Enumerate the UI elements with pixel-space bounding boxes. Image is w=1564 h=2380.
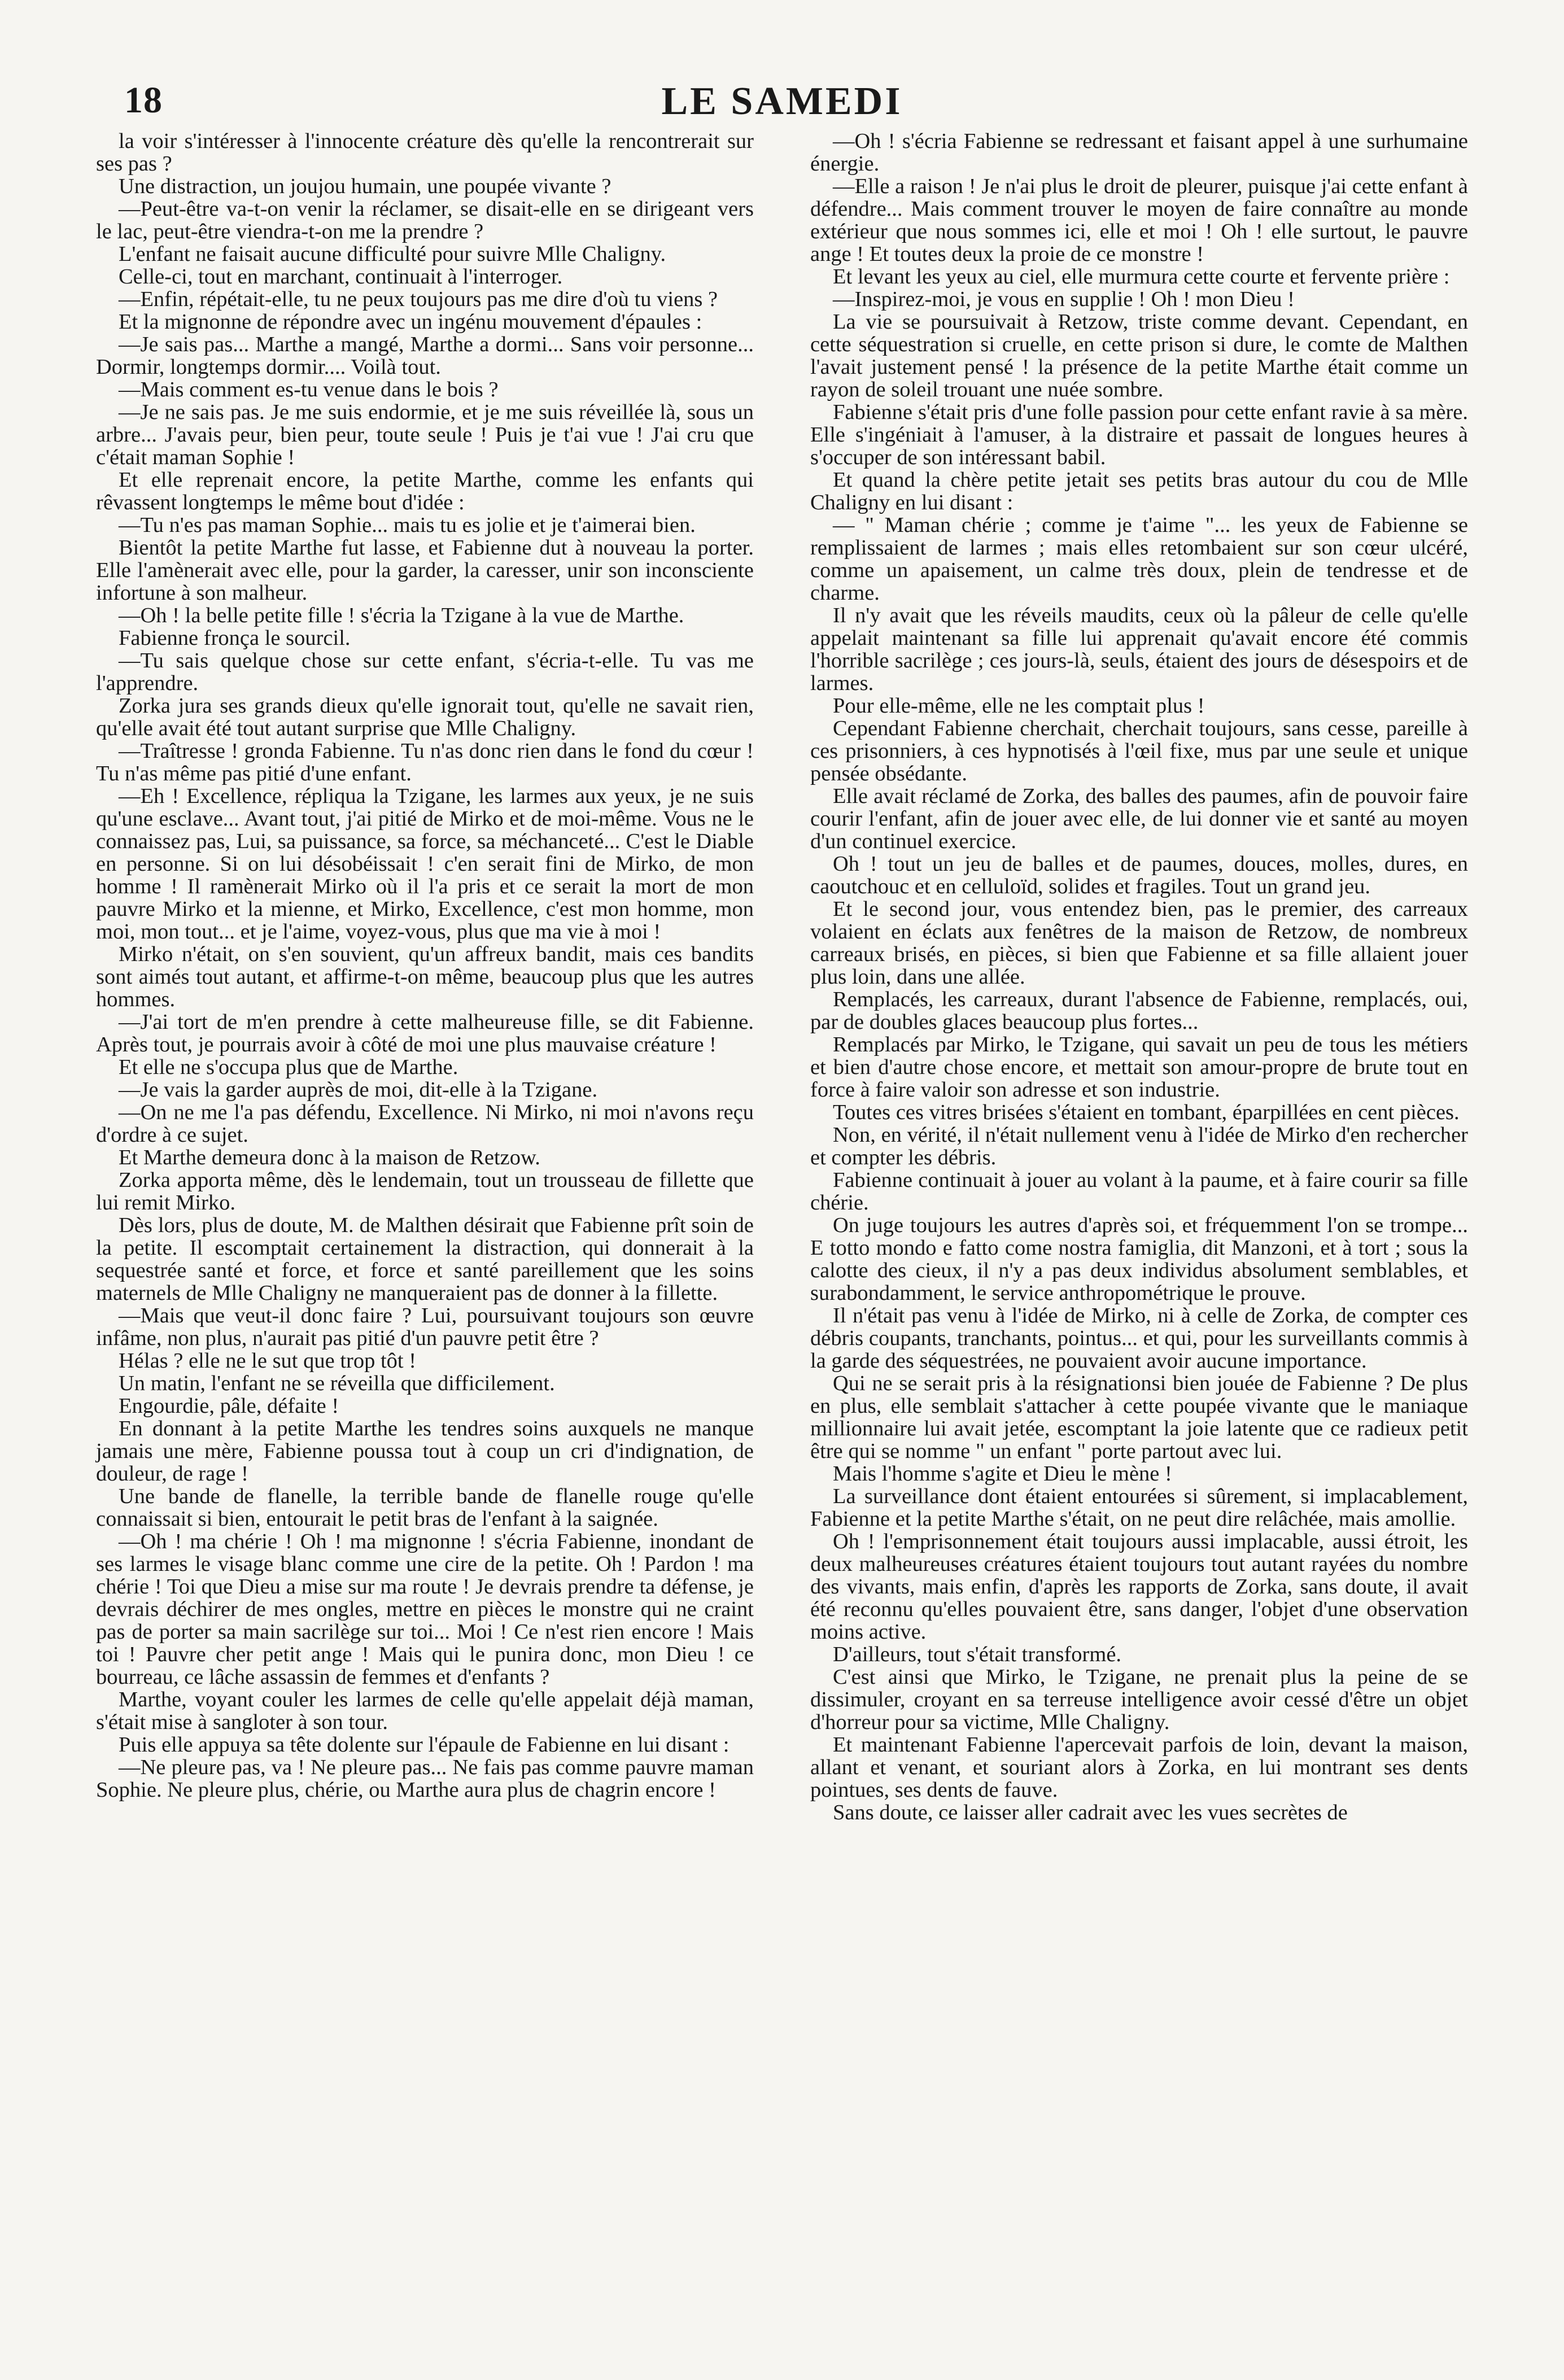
paragraph: —Mais que veut-il donc faire ? Lui, poursuivant toujours son œuvre infâme, non plus, n'aurait pas pitié d'un pauvre petit être ? <box>96 1304 754 1350</box>
paragraph: Il n'était pas venu à l'idée de Mirko, ni à celle de Zorka, de compter ces débris coupants, tranchants, pointus... et qui, pour les surveillants commis à la garde des séquestrées, ne pouvaient avoir aucune importance. <box>810 1304 1468 1373</box>
paragraph: Bientôt la petite Marthe fut lasse, et Fabienne dut à nouveau la porter. Elle l'amènerait avec elle, pour la garder, la caresser, unir son inconsciente infortune à son malheur. <box>96 536 754 605</box>
paragraph: —Oh ! la belle petite fille ! s'écria la Tzigane à la vue de Marthe. <box>119 604 684 627</box>
paragraph: Marthe, voyant couler les larmes de celle qu'elle appelait déjà maman, s'était mise à sangloter à son tour. <box>96 1688 754 1734</box>
paragraph: Oh ! l'emprisonnement était toujours aussi implacable, aussi étroit, les deux malheureuses créatures étaient toujours tout autant rayées du nombre des vivants, mais enfin, d'après les rapports de Zorka, sans doute, il avait été reconnu qu'elles pouvaient être, sans danger, l'objet d'une observation moins active. <box>810 1530 1468 1644</box>
paragraph: Oh ! tout un jeu de balles et de paumes, douces, molles, dures, en caoutchouc et en celluloïd, solides et fragiles. Tout un grand jeu. <box>810 852 1468 898</box>
paragraph: Hélas ? elle ne le sut que trop tôt ! <box>119 1349 417 1373</box>
paragraph: —Eh ! Excellence, répliqua la Tzigane, les larmes aux yeux, je ne suis qu'une esclave... Avant tout, j'ai pitié de Mirko et de moi-même. Vous ne le connaissez pas, Lui, sa puissance, sa force, sa méchanceté... C'est le Diable en personne. Si on lui désobéissait ! c'en serait fini de Mirko, de mon homme ! Il ramènerait Mirko où il l'a pris et ce serait la mort de mon pauvre Mirko et la mienne, et Mirko, Excellence, c'est mon homme, mon moi, mon tout... et je l'aime, voyez-vous, plus que ma vie à moi ! <box>96 784 754 944</box>
paragraph: la voir s'intéresser à l'innocente créature dès qu'elle la rencontrerait sur ses pas ? <box>96 129 754 176</box>
paragraph: Et elle reprenait encore, la petite Marthe, comme les enfants qui rêvassent longtemps le même bout d'idée : <box>96 468 754 514</box>
paragraph: —Je vais la garder auprès de moi, dit-elle à la Tzigane. <box>119 1078 598 1102</box>
paragraph: Mais l'homme s'agite et Dieu le mène ! <box>833 1462 1172 1486</box>
paragraph: —Oh ! ma chérie ! Oh ! ma mignonne ! s'écria Fabienne, inondant de ses larmes le visage blanc comme une cire de la petite. Oh ! Pardon ! ma chérie ! Toi que Dieu a mise sur ma route ! Je devrais prendre ta défense, je devrais déchirer de mes ongles, mettre en pièces le monstre qui ne craint pas de porter sa main sacrilège sur toi... Moi ! Ce n'est rien encore ! Mais toi ! Pauvre cher petit ange ! Mais qui le punira donc, mon Dieu ! ce bourreau, ce lâche assassin de femmes et d'enfants ? <box>96 1530 754 1689</box>
paragraph: Zorka jura ses grands dieux qu'elle ignorait tout, qu'elle ne savait rien, qu'elle avait été tout autant surprise que Mlle Chaligny. <box>96 694 754 740</box>
paragraph: Et maintenant Fabienne l'apercevait parfois de loin, devant la maison, allant et venant, et souriant alors à Zorka, en lui montrant ses dents pointues, ses dents de fauve. <box>810 1733 1468 1802</box>
paragraph: Non, en vérité, il n'était nullement venu à l'idée de Mirko d'en rechercher et compter les débris. <box>810 1123 1468 1169</box>
paragraph: Fabienne continuait à jouer au volant à la paume, et à faire courir sa fille chérie. <box>810 1168 1468 1215</box>
paragraph: Et levant les yeux au ciel, elle murmura cette courte et fervente prière : <box>833 265 1450 289</box>
paragraph: Zorka apporta même, dès le lendemain, tout un trousseau de fillette que lui remit Mirko. <box>96 1168 754 1215</box>
paragraph: Mirko n'était, on s'en souvient, qu'un affreux bandit, mais ces bandits sont aimés tout autant, et affirme-t-on même, beaucoup plus que les autres hommes. <box>96 942 754 1011</box>
paragraph: Et le second jour, vous entendez bien, pas le premier, des carreaux volaient en éclats aux fenêtres de la maison de Retzow, de nombreux carreaux brisés, en pièces, si bien que Fabienne et sa fille allaient jouer plus loin, dans une allée. <box>810 897 1468 989</box>
paragraph: —Ne pleure pas, va ! Ne pleure pas... Ne fais pas comme pauvre maman Sophie. Ne pleure plus, chérie, ou Marthe aura plus de chagrin encore ! <box>96 1755 754 1802</box>
paragraph: C'est ainsi que Mirko, le Tzigane, ne prenait plus la peine de se dissimuler, croyant en sa terreuse intelligence avoir cessé d'être un objet d'horreur pour sa victime, Mlle Chaligny. <box>810 1665 1468 1734</box>
paragraph: —Tu sais quelque chose sur cette enfant, s'écria-t-elle. Tu vas me l'apprendre. <box>96 649 754 695</box>
paragraph: — " Maman chérie ; comme je t'aime "... les yeux de Fabienne se remplissaient de larmes ; mais elles retombaient sur son cœur ulcéré, comme un apaisement, un calme très doux, plein de tendresse et de charme. <box>810 513 1468 605</box>
paragraph: —Tu n'es pas maman Sophie... mais tu es jolie et je t'aimerai bien. <box>119 513 696 537</box>
paragraph: Dès lors, plus de doute, M. de Malthen désirait que Fabienne prît soin de la petite. Il escomptait certainement la distraction, qui donnerait à la sequestrée santé et force, et force et santé pareillement que les soins maternels de Mlle Chaligny ne manqueraient pas de donner à la fillette. <box>96 1213 754 1305</box>
paragraph: Cependant Fabienne cherchait, cherchait toujours, sans cesse, pareille à ces prisonniers, à ces hypnotisés à l'œil fixe, mus par une seule et unique pensée obsédante. <box>810 717 1468 785</box>
paragraph: En donnant à la petite Marthe les tendres soins auxquels ne manque jamais une mère, Fabienne poussa tout à coup un cri d'indignation, de douleur, de rage ! <box>96 1417 754 1486</box>
right-column <box>810 130 1468 2360</box>
paragraph: D'ailleurs, tout s'était transformé. <box>833 1643 1122 1666</box>
paragraph: Puis elle appuya sa tête dolente sur l'épaule de Fabienne en lui disant : <box>119 1733 729 1757</box>
paragraph: Elle avait réclamé de Zorka, des balles des paumes, afin de pouvoir faire courir l'enfant, afin de jouer avec elle, de lui donner vie et santé au moyen d'un continuel exercice. <box>810 784 1468 853</box>
paragraph: —Mais comment es-tu venue dans le bois ? <box>119 378 499 401</box>
paragraph: Il n'y avait que les réveils maudits, ceux où la pâleur de celle qu'elle appelait maintenant sa fille lui apprenait qu'avait encore été commis l'horrible sacrilège ; ces jours-là, seuls, étaient des jours de désespoirs et de larmes. <box>810 604 1468 695</box>
paragraph: Une bande de flanelle, la terrible bande de flanelle rouge qu'elle connaissait si bien, entourait le petit bras de l'enfant à la saignée. <box>96 1484 754 1531</box>
paragraph: On juge toujours les autres d'après soi, et fréquemment l'on se trompe... E totto mondo e fatto come nostra famiglia, dit Manzoni, et à tort ; sous la calotte des cieux, il n'y a pas deux individus absolument semblables, et surabondamment, le service anthropométrique le prouve. <box>810 1213 1468 1305</box>
paragraph: Fabienne fronça le sourcil. <box>119 626 351 650</box>
paragraph: Un matin, l'enfant ne se réveilla que difficilement. <box>119 1372 555 1395</box>
paragraph: Engourdie, pâle, défaite ! <box>119 1394 339 1418</box>
paragraph: Et Marthe demeura donc à la maison de Retzow. <box>119 1146 540 1169</box>
paragraph: Fabienne s'était pris d'une folle passion pour cette enfant ravie à sa mère. Elle s'ingéniait à l'amuser, à la distraire et passait de longues heures à s'occuper de son intéressant babil. <box>810 400 1468 469</box>
paragraph: La vie se poursuivait à Retzow, triste comme devant. Cependant, en cette séquestration si cruelle, en cette prison si dure, le comte de Malthen l'avait justement pensé ! la présence de la petite Marthe était comme un rayon de soleil trouant une nuée sombre. <box>810 310 1468 401</box>
paragraph: —Je ne sais pas. Je me suis endormie, et je me suis réveillée là, sous un arbre... J'avais peur, bien peur, toute seule ! Puis je t'ai vue ! J'ai cru que c'était maman Sophie ! <box>96 400 754 469</box>
journal-title: LE SAMEDI <box>661 80 903 123</box>
paragraph: —Oh ! s'écria Fabienne se redressant et faisant appel à une surhumaine énergie. <box>810 129 1468 176</box>
paragraph: Une distraction, un joujou humain, une poupée vivante ? <box>119 174 611 198</box>
paragraph: Et la mignonne de répondre avec un ingénu mouvement d'épaules : <box>119 310 702 334</box>
paragraph: Qui ne se serait pris à la résignationsi bien jouée de Fabienne ? De plus en plus, elle semblait s'attacher à cette poupée vivante que le maniaque millionnaire lui avait jetée, escomptant la joie latente que ce radieux petit être qui se nomme " un enfant " porte partout avec lui. <box>810 1372 1468 1463</box>
text-columns <box>96 130 1468 2360</box>
page-number: 18 <box>124 80 163 121</box>
paragraph: L'enfant ne faisait aucune difficulté pour suivre Mlle Chaligny. <box>119 242 666 266</box>
paragraph: —Je sais pas... Marthe a mangé, Marthe a dormi... Sans voir personne... Dormir, longtemps dormir.... Voilà tout. <box>96 333 754 379</box>
paragraph: Celle-ci, tout en marchant, continuait à l'interroger. <box>119 265 563 289</box>
paragraph: Toutes ces vitres brisées s'étaient en tombant, éparpillées en cent pièces. <box>833 1101 1460 1124</box>
paragraph: —J'ai tort de m'en prendre à cette malheureuse fille, se dit Fabienne. Après tout, je pourrais avoir à côté de moi une plus mauvaise créature ! <box>96 1010 754 1056</box>
paragraph: Sans doute, ce laisser aller cadrait avec les vues secrètes de <box>833 1801 1348 1824</box>
paragraph: —Peut-être va-t-on venir la réclamer, se disait-elle en se dirigeant vers le lac, peut-être viendra-t-on me la prendre ? <box>96 197 754 243</box>
paragraph: Remplacés, les carreaux, durant l'absence de Fabienne, remplacés, oui, par de doubles glaces beaucoup plus fortes... <box>810 988 1468 1034</box>
paragraph: Et quand la chère petite jetait ses petits bras autour du cou de Mlle Chaligny en lui disant : <box>810 468 1468 514</box>
paragraph: Remplacés par Mirko, le Tzigane, qui savait un peu de tous les métiers et bien d'autre chose encore, et mettait son amour-propre de brute tout en force à faire valoir son adresse et son industrie. <box>810 1033 1468 1102</box>
left-column <box>96 130 754 2360</box>
paragraph: Pour elle-même, elle ne les comptait plus ! <box>833 694 1205 718</box>
paragraph: —Traîtresse ! gronda Fabienne. Tu n'as donc rien dans le fond du cœur ! Tu n'as même pas pitié d'une enfant. <box>96 739 754 785</box>
paragraph: Et elle ne s'occupa plus que de Marthe. <box>119 1055 458 1079</box>
paragraph: La surveillance dont étaient entourées si sûrement, si implacablement, Fabienne et la petite Marthe s'était, on ne peut dire relâchée, mais amollie. <box>810 1484 1468 1531</box>
paragraph: —Enfin, répétait-elle, tu ne peux toujours pas me dire d'où tu viens ? <box>119 287 718 311</box>
paragraph: —On ne me l'a pas défendu, Excellence. Ni Mirko, ni moi n'avons reçu d'ordre à ce sujet. <box>96 1101 754 1147</box>
paragraph: —Elle a raison ! Je n'ai plus le droit de pleurer, puisque j'ai cette enfant à défendre... Mais comment trouver le moyen de faire connaître au monde extérieur que nous sommes ici, elle et moi ! Oh ! elle surtout, le pauvre ange ! Et toutes deux la proie de ce monstre ! <box>810 174 1468 266</box>
page-header <box>96 68 1468 130</box>
paragraph: —Inspirez-moi, je vous en supplie ! Oh ! mon Dieu ! <box>833 287 1295 311</box>
